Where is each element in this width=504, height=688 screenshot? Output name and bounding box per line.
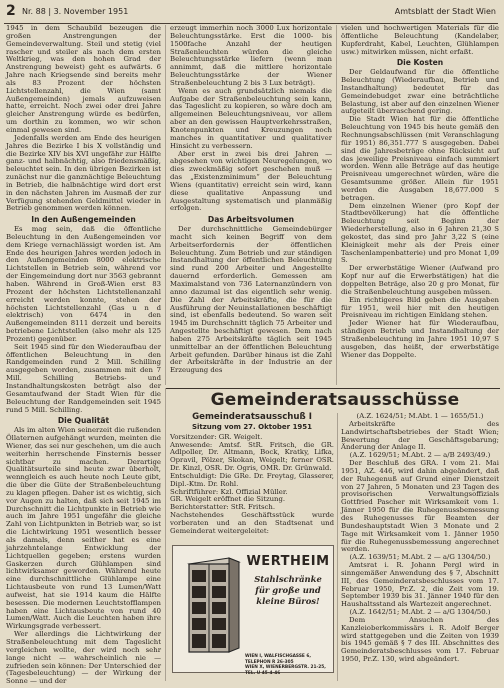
paragraph: Dem einzelnen Wiener (pro Kopf der Stadtbevölkerung) hat die öffentliche Beleuchtung seit Beginn der Wiederherstellung, also in 6 Jahren 21,30 S gekostet, das sind pro Jahr 3,22 S (eine Kleinigkeit mehr als der Preis einer Taschenlampenbatterie) und pro Monat 1,09 S. xyxy=(341,201,499,265)
paragraph: Jedenfalls werden am Ende des heurigen Jahres die Bezirke I bis X vollständig und die Bezirke XIV bis XVI ungefähr zur Hälfte ganz- und halbnächtig, also friedensmäßig, beleuchtet sein. In den übrigen Bezirken ist zunächst nur die ganznächtige Beleuchtung in Betrieb, die halbnächtige wird dort erst in den nächsten Jahren im Ausmaß der zur Verfügung stehenden Geldmittel wieder in Betrieb genommen werden können. xyxy=(6,133,161,213)
file-reference: (A.Z. 1624/51; M.Abt. 1 — 1655/51.) xyxy=(356,412,484,420)
paragraph: erzeugt immerhin noch 3000 Lux horizontale Beleuchtungsstärke. Erst die 1000- bis 1500fache Anzahl der heutigen Straßenleuchten würden die gleiche Beleuchtungsstärke liefern (wenn man annimmt, daß die mittlere horizontale Beleuchtungsstärke der Wiener Straßenbeleuchtung 2 bis 3 Lux beträgt). xyxy=(170,24,332,87)
attendees: Anwesende: Amtsf. StR. Fritsch, die GR. Adlpoller, Dr. Altmann, Bock, Kratky, Lifka, Opravil, Pölzer, Skokan, Weigelt; ferner OSR. Dr. Kinzl, OSR. Dr. Ogris, OMR. Dr. Grünwald. xyxy=(170,440,334,473)
subheading: Das Arbeitsvolumen xyxy=(207,215,295,225)
column-divider xyxy=(336,25,337,385)
paragraph: vielen und hochwertigen Materials für die öffentliche Beleuchtung (Kandelaber, Kupferdraht, Kabel, Leuchten, Glühlampen usw.) mitwirken müssen, nicht erfaßt. xyxy=(341,24,499,56)
article-column-3 xyxy=(341,25,499,380)
paragraph: Es mag sein, daß die öffentliche Beleuchtung in den Außengemeinden vor dem Kriege vernachlässigt worden ist. Am Ende des heurigen Jahres werden jedoch in den Außengemeinden 8000 elektrische Lichtstellen in Betrieb sein, während vor der Eingemeindung dort nur 3563 gebrannt haben. Während in Groß-Wien erst 83 Prozent der höchsten Lichtstellenanzahl erreicht werden konnte, stehen der höchsten Lichtstellenzahl (Gas u n d elektrisch) von 6474 in den Außengemeinden 8111 derzeit und bereits betriebene Lichtstellen (also mehr als 125 Prozent) gegenüber. xyxy=(6,225,161,343)
paragraph: Dem Ansuchen des Kanzleioberkommissärs i. R. Adolf Berger wird stattgegeben und die Zeiten von 1939 bis 1945 gemäß § 7 des III. Abschnittes des Gemeinderatsbeschlusses vom 17. Februar 1950, Pr.Z. 130, wird abgeändert. xyxy=(341,615,499,664)
ad-address-line: WIEN I, WALFISCHGASSE 6, TELEPHON R 26-305 xyxy=(245,654,311,665)
paragraph: Arbeitskräfte des Landwirtschaftsbetriebes der Stadt Wien; Bewertung der Geschäftsgebarung; Änderung der Anlage II. xyxy=(341,419,499,452)
paragraph: Ein richtigeres Bild geben die Ausgaben für 1951, weil hier mit den heutigen Preisniveau im richtigen Einklang stehen. xyxy=(341,295,499,320)
column-divider xyxy=(165,25,166,385)
paragraph: Amtsrat i. R. Johann Pergl wird in sinngemäßer Anwendung des § 7, Abschnitt III, des Gemeinderatsbeschlusses vom 17. Februar 1950, Pr.Z. 2, die Zeit vom 19. September 1939 bis 31. Jänner 1940 für den Haushaltsstand als Wartezeit angerechnet. xyxy=(341,561,499,609)
page-header xyxy=(4,3,498,24)
paragraph: 1945 in dem Schaubild bezeugen die großen Anstrengungen der Gemeindeverwaltung. Steil und stetig (viel rascher und steiler als nach dem ersten Weltkrieg, was den hohen Grad der Anstrengung beweist) geht es aufwärts. 6 Jahre nach Kriegsende sind bereits mehr als 83 Prozent der höchsten Lichtstellenzahl, die Wien (samt Außengemeinden) jemals aufzuweisen hatte, erreicht. Noch zwei oder drei Jahre gleicher Anstrengung würde es bedürfen, um dorthin zu kommen, wo wir schon einmal gewesen sind. xyxy=(6,24,161,134)
paragraph: Wenn es auch grundsätzlich niemals die Aufgabe der Straßenbeleuchtung sein kann, das Tageslicht zu kopieren, so wäre doch am allgemeinen Beleuchtungsniveau, vor allem aber an den gewissen Hauptverkehrsstraßen, Knotenpunkten und Kreuzungen noch manches in quantitativer und qualitativer Hinsicht zu verbessern. xyxy=(170,86,332,150)
issue-line: Nr. 88 | 3. November 1951 xyxy=(22,7,129,16)
ad-brand: WERTHEIM xyxy=(246,554,330,569)
page-number: 2 xyxy=(6,3,16,19)
section-rule xyxy=(166,388,500,389)
excused: Entschuldigt: Die GRe. Dr. Freytag, Glasserer, Dipl.-Ktm. Dr. Rohl. xyxy=(170,471,334,488)
paragraph: Aber erst in zwei bis drei Jahren — abgesehen von wichtigen Neuregelungen, wo dies zweckmäßig sofort geschehen muß — das „Existenzminimum“ der Beleuchtung Wiens (quantitativ) erreicht sein wird, kann diese qualitative Anpassung und Ausgestaltung systematisch und planmäßig erfolgen. xyxy=(170,149,332,213)
ad-address-line: WIEN X, WIENERBERGSTR. 21-25, TEL. U 45-4-46 xyxy=(245,665,326,676)
opening-line: GR. Weigelt eröffnet die Sitzung. xyxy=(170,495,286,504)
paragraph: Seit 1945 sind für den Wiederaufbau der öffentlichen Beleuchtung in den Randgemeinden rund 2 Mill. Schilling ausgegeben worden, zusammen mit den 7 Mill. Schilling Betriebs- und Instandhaltungskosten beträgt also der Gesamtaufwand der Stadt Wien für die Beleuchtung der Randgemeinden seit 1945 rund 5 Mill. Schilling. xyxy=(6,342,161,414)
committee-column xyxy=(170,414,334,536)
file-reference: (A.Z. 1642/51; M.Abt. 2 — a/G 1304/50.) xyxy=(349,608,491,617)
reporter: Berichterstatter: StR. Fritsch. xyxy=(170,503,276,512)
clerk: Schriftführer: Kzl. Offizial Müller. xyxy=(170,487,288,496)
column-divider xyxy=(165,388,166,681)
column-divider xyxy=(337,413,338,681)
paragraph: Der Geldaufwand für die öffentliche Beleuchtung (Wiederaufbau, Betrieb und Instandhaltung) bedeutet für das Gemeindebudget zwar eine beträchtliche Belastung, ist aber auf den einzelnen Wiener aufgeteilt überraschend gering. xyxy=(341,68,499,116)
ad-address xyxy=(245,654,331,676)
article-column-1 xyxy=(6,24,161,686)
steel-cabinet-icon xyxy=(181,556,243,654)
section-title: Gemeinderatsausschüsse xyxy=(210,390,460,410)
paragraph: Der Beschluß des GRA. I vom 21. Mai 1951, AZ. 446, wird dahin abgeändert, daß der Ruhegenuß auf Grund einer Dienstzeit von 27 Jahren, 5 Monaten und 23 Tagen des provisorischen Verwaltungsoffizials Gottfried Pascher mit Wirksamkeit vom 1. Jänner 1950 für die Ruhegenussbemessung des Ruhegenusses für Beamten der Bundeshauptstadt Wien 3 Monate und 2 Tage mit Wirksamkeit vom 1. Jänner 1950 für die Ruhegenussbemessung angerechnet werden. xyxy=(341,459,499,554)
committee-title: Gemeinderatsausschuß I xyxy=(192,412,312,422)
article-column-2 xyxy=(170,25,332,380)
publication-title: Amtsblatt der Stadt Wien xyxy=(394,7,496,16)
paragraph: Der durchschnittliche Gemeindebürger macht sich keinen Begriff von dem Arbeitserfordernis der öffentlichen Beleuchtung. Zum Betrieb und zur ständigen Instandhaltung der öffentlichen Beleuchtung sind rund 200 Arbeiter und Angestellte dauernd erforderlich. Gemessen am Maximalstand von 736 Laternanzündern von anno dazumal ist das eigentlich sehr wenig. Die Zahl der Arbeitskräfte, die für die Ausführung der Neuinstallationen beschäftigt sind, ist ebenfalls bedeutend. So waren seit 1945 im Durchschnitt täglich 75 Arbeiter und Angestellte beschäftigt gewesen. Dem nach haben 275 Arbeitskräfte täglich seit 1945 unmittelbar an der öffentlichen Beleuchtung Arbeit gefunden. Darüber hinaus ist die Zahl der Arbeitskräfte in der Industrie an der Erzeugung des xyxy=(170,225,332,375)
ad-slogan: Stahlschränke für große und kleine Büros! xyxy=(254,574,322,606)
resolutions-column xyxy=(341,413,499,678)
paragraph: Wer allerdings die Lichtwirkung der Straßenbeleuchtung mit dem Tageslicht vergleichen wollte, der wird noch sehr lange nicht — wahrscheinlich nie — zufrieden sein können: Der Unterschied der (Tagesbeleuchtung) — der Wirkung der Sonne — und der xyxy=(6,630,161,686)
paragraph: Der erwerbstätige Wiener (Aufwand pro Kopf nur auf die Erwerbstätigen) hat die doppelten Beträge, also 20 g pro Monat, für die Straßenbeleuchtung ausgeben müssen. xyxy=(341,264,499,296)
paragraph: Nachstehendes Geschäftsstück wurde vorberaten und an den Stadtsenat und Gemeinderat weitergeleitet: xyxy=(170,511,334,535)
wertheim-advertisement xyxy=(172,545,334,676)
subheading: Die Kosten xyxy=(396,58,444,68)
paragraph: Jeder Wiener hat für Wiederaufbau, ständigen Betrieb und Instandhaltung der Straßenbeleuchtung im Jahre 1951 10,97 S ausgeben, das heißt, der erwerbstätige Wiener das Doppelte. xyxy=(341,319,499,359)
chair-line: Vorsitzender: GR. Weigelt. xyxy=(170,432,263,441)
subheading: In den Außengemeinden xyxy=(31,215,136,225)
paragraph: Als im alten Wien seinerzeit die rußenden Öllaternen aufgehängt wurden, meinten die Wiener, das sei nur geschehen, um die auch weiterhin herrschende Finsternis besser sichtbar zu machen. Derartige Qualitätsurteile sind heute zwar überholt, wenngleich es auch heute noch Leute gibt, die über die Güte der Straßenbeleuchtung zu klagen pflegen. Daher ist es wichtig, sich vor Augen zu halten, daß sich seit 1945 im Durchschnitt die Lichtpunkte in Betrieb wie auch im Jahre 1951 ungefähr die gleiche Zahl von Lichtpunkten in Betrieb war, so ist die Lichtwirkung 1951 wesentlich besser als damals, denn seither hat es eine jahrzehntelange Entwicklung der Lichtquellen gegeben; erstens wurden Gaskerzen durch Glühlampen sind lichtwirksamer geworden. Während heute eine durchschnittliche Glühlampe eine Lichtausbeute von rund 13 Lumen/Watt aufweist, hat sie 1914 kaum die Hälfte besessen. Die modernen Leuchtstofflampen haben eine Lichtausbeute von rund 40 Lumen/Watt. Auch die Leuchten haben ihre Wirkungsgrade verbessert. xyxy=(6,426,161,631)
subheading: Die Qualität xyxy=(57,416,110,426)
file-reference: (A.Z. 1629/51; M.Abt. 2 — a/B 2493/49.) xyxy=(349,451,491,460)
file-reference: (A.Z. 1639/51; M.Abt. 2 — a/G 1304/50.) xyxy=(349,553,491,562)
session-date: Sitzung vom 27. Oktober 1951 xyxy=(191,422,313,431)
paragraph: Die Stadt Wien hat für die öffentliche Beleuchtung von 1945 bis heute gemäß den Rechnungsabschlüssen (mit Veranschlagung für 1951) 86,351.777 S ausgegeben. Dabei sind die Jahresbeträge ohne Rücksicht auf das jeweilige Preisniveau einfach summiert worden. Wenn alle Beträge auf das heutige Preisniveau umgerechnet würden, wäre die Gesamtsumme größer. Allein für 1951 werden die Ausgaben 18,677.000 S betragen. xyxy=(341,115,499,202)
